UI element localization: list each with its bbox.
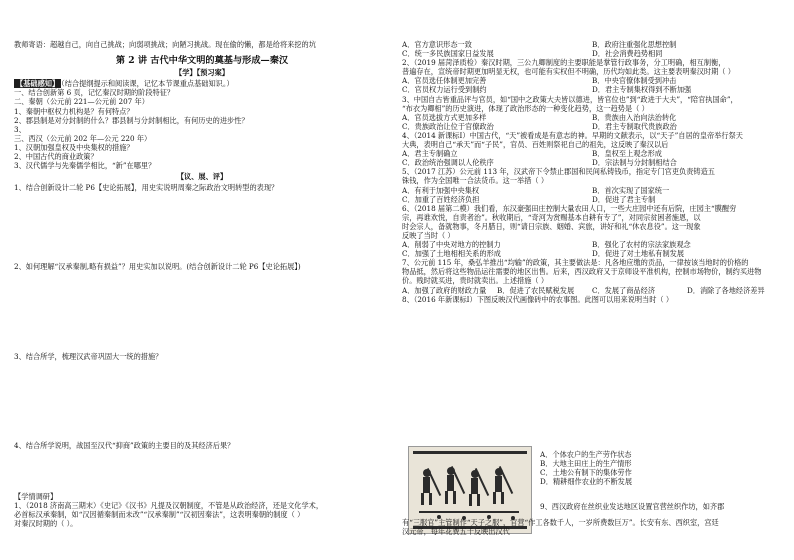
option: C．贵族政治让位于官僚政治 [402, 121, 494, 131]
question-4: 4、结合所学说明，战国至汉代“抑商”政策的主要目的及其经济后果？ [14, 440, 235, 450]
option: D．君主专制取代贵族政治 [592, 121, 677, 131]
question-line: 汉元帝，每年花费五千反映出汉代 [402, 527, 510, 537]
left-line: 1、秦朝中枢权力机构是？有何特点？ [14, 106, 134, 116]
option: D．社会消费趋势相同 [592, 49, 663, 59]
q9-block [540, 502, 780, 511]
option: A．官员选任体制更加完善 [402, 76, 487, 86]
q9-block-continued [402, 518, 782, 536]
option: A．有利于加强中央集权 [402, 185, 480, 195]
options-row [402, 158, 782, 167]
options-row [402, 49, 782, 58]
options-row [402, 113, 782, 122]
question-line: 3、中国自古皆重品评与官员，如“国中之政策大夫皆以德进，皆官位也”到“政进于大夫”，“陪官执国命”， [402, 94, 738, 104]
option: B．大地主田庄上的生产情形 [540, 459, 632, 469]
option: C．统一多民族国家日益发展 [402, 49, 494, 59]
question-line: 9、西汉政府在丝织业发达地区设置官营丝织作坊，如齐郡 [540, 502, 725, 511]
question-line: “布衣为卿相”的历史演进，体现了政治形态的一种变化趋势，这一趋势是（ ） [402, 103, 649, 113]
option: D．精耕细作农业的不断发展 [540, 477, 633, 487]
options-row [402, 40, 782, 49]
options-row [402, 76, 782, 85]
options-row [402, 286, 782, 295]
question-line: 大典，表明自己“承天”而“子民”，官员、百姓则祭祀自己的祖先，这反映了秦汉以后 [402, 140, 669, 150]
question-1: 1、结合创新设计二轮 P6【史论拓展】，用史实说明周秦之际政治文明转型的表现？ [14, 183, 279, 193]
option: C．土地公有制下的集体劳作 [540, 468, 632, 478]
right-column [402, 40, 782, 555]
teacher-message: 教师寄语：超越自己，向自己挑战；向弱项挑战；向陋习挑战。现在偷的懒，都是给将来挖的坑 [14, 40, 316, 49]
left-line: 2、郡县制是对分封制的什么？郡县制与分封制相比，有何历史的进步性？ [14, 115, 249, 125]
option: D．消除了各地经济差异 [687, 285, 765, 295]
left-line: 1、汉朝加强皇权及中央集权的措施？ [14, 142, 134, 152]
question-line: 宗，再谁欢悦，自责者治”。秋收期后，“奇河为赏赐基本自耕有专了”，对同宗贫困者施恩，以 [402, 212, 701, 222]
question-line: 物品抵，然后将这些物品运往需要的地区出售。后来，西汉政府又于京师设平准机构，控制市场物价，制约买进物 [402, 267, 762, 277]
option: D．促进了君主专制 [592, 194, 656, 204]
options-row [402, 249, 782, 258]
options-row [402, 122, 782, 131]
exam-heading: 【学情调研】 [14, 491, 58, 501]
question-3: 3、结合所学，梳理汉武帝巩固大一统的措施？ [14, 351, 163, 361]
question-line: 4、（2014 新课标Ⅰ）中国古代，“天”被看成是有意志的神。早期的文献表示，以“天子”自居的皇帝举行祭天 [402, 130, 743, 140]
preview-heading: 【学】【预习案】 [175, 68, 229, 78]
option: B．贵族由入治向法治转化 [592, 112, 677, 122]
options-row [402, 149, 782, 158]
option: A．削弱了中央对地方的控制力 [402, 240, 501, 250]
exercise-1-line: 必首标汉承秦制，如“汉因循秦制而未改”“汉承秦制”“汉初因秦法”，这表明秦朝的制度（ ） [14, 509, 305, 519]
option: A．官员选拔方式更加多样 [402, 112, 487, 122]
options-row [402, 240, 782, 249]
option: C．政治统治强调以人伦秩序 [402, 158, 494, 168]
option: A．君主专制确立 [402, 149, 458, 159]
question-line: 5、（2017 江苏）公元前 113 年，汉武帝下令禁止郡国和民间私铸钱币，指定专门官吏负责铸造五 [402, 167, 715, 177]
exercise-1-line: 1、（2018 济南高三期末）《史记》《汉书》凡提及汉朝制度，不管是从政治经济，还是文化学术， [14, 500, 324, 510]
lesson-title: 第 2 讲 古代中华文明的奠基与形成—秦汉 [115, 55, 289, 67]
option: C．发展了商品经济 [592, 285, 656, 295]
option: A．官方意识形态一致 [402, 40, 472, 49]
option: B．政府注重强化思想控制 [592, 40, 677, 49]
option: B．强化了农村的宗法家族观念 [592, 240, 691, 250]
option: D．宗法制与分封制相结合 [592, 158, 677, 168]
basic-text: （结合提纲提示和阅读课，记忆本节课重点基础知识。） [61, 79, 234, 89]
left-line: 三、西汉（公元前 202 年—公元 220 年） [14, 133, 152, 143]
option: C．加重了百姓经济负担 [402, 194, 480, 204]
question-line: 8、（2016 年新课标Ⅰ）下图反映汉代画像砖中的农事图。此图可以用来说明当时（ ） [402, 294, 674, 304]
question-line: 6、（2018 届第二模）我们看，东汉豪强田庄控制大量农田人口，一些大庄园中还有后院，庄园主“膜醒穷 [402, 203, 737, 213]
option: A．个体农户的生产劳作状态 [540, 450, 632, 459]
question-line: 有“三服官”主管制作“天子之服”，官营“作工各数千人，一岁所费数巨万”。长安有东、西织室，宫廷 [402, 518, 719, 527]
question-line: 7、公元前 115 年，桑弘羊推出“均输”的政策，其主要做法是：凡各地应缴的贡品，一律按该当地时的价格的 [402, 258, 749, 268]
basic-perception [14, 79, 390, 88]
left-column [14, 40, 390, 528]
option: B．中央官僚体制受到冲击 [592, 76, 677, 86]
option: D．君主专制集权得到不断加强 [592, 85, 692, 95]
options-row [402, 195, 782, 204]
left-line: 2、中国古代的商业政策？ [14, 152, 98, 162]
option: B．皇权至上观念形成 [592, 149, 662, 159]
option: B．首次实现了国家统一 [592, 185, 670, 195]
left-line: 3、 [14, 124, 26, 134]
question-line: 2、（2019 届菏泽质检）秦汉时期，三公九卿制度的主要职能是掌管行政事务，分工明确，相互制衡， [402, 58, 726, 68]
question-2: 2、如何理解“汉承秦制,略有损益”？用史实加以说明。(结合创新设计二轮 P6【史论拓展】) [14, 262, 301, 272]
option: B．促进了农民赋税发展 [497, 285, 575, 295]
left-line: 二、秦朝（公元前 221—公元前 207 年） [14, 97, 149, 107]
exercise-1-line: 对秦汉时期的（ ）。 [14, 518, 78, 528]
question-line: 铢钱，作为全国唯一合法货币。这一举措（ ） [402, 176, 549, 186]
option: D．促进了对土地私有制发展 [592, 249, 685, 259]
discuss-heading: 【议、展、评】 [176, 172, 228, 182]
option: C．官员权力运行受到制约 [402, 85, 487, 95]
options-row [402, 85, 782, 94]
option: C．加强了土地相相关系的形成 [402, 249, 501, 259]
question-line: 价。贱时就买进，贵时就卖出。上述措施（ ） [402, 276, 549, 286]
question-line: 普遍存在，宣统帝时期更加明显无权，也可能有实权但不明确，历代均如此类。这主要表明秦汉时期（ ） [402, 67, 735, 77]
left-line: 3、汉代儒学与先秦儒学相比，“新”在哪里？ [14, 161, 156, 171]
question-line: 反映了当时（ ） [402, 230, 455, 240]
options-row [402, 186, 782, 195]
left-line: 一、结合创新第 6 页，记忆秦汉时期的阶段特征？ [14, 88, 175, 98]
figure-options [540, 450, 770, 486]
basic-label: 【基础感知】 [16, 79, 60, 89]
question-line: 时会宗人，备就物事，冬月腊日，则“请日宗族、姻婚、宾旅，讲好和礼“休农息役”。这一现象 [402, 221, 701, 231]
option: A．加强了政府的财政力量 [402, 285, 487, 295]
